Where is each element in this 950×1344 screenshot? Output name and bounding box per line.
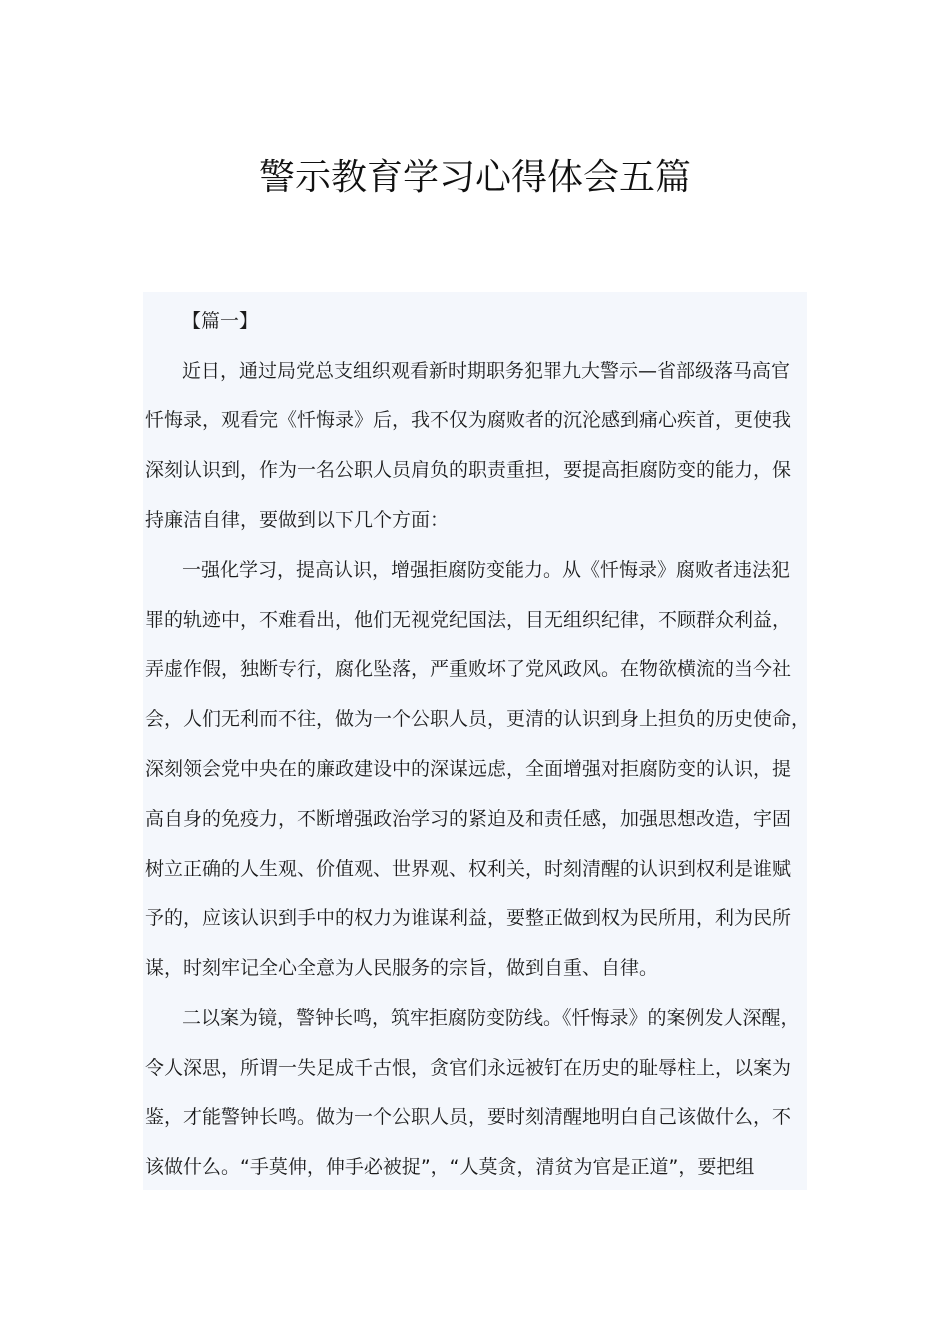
text-line: 予的，应该认识到手中的权力为谁谋利益，要整正做到权为民所用，利为民所 xyxy=(145,907,792,929)
text-line: 该做什么。“手莫伸，伸手必被捉”，“人莫贪，清贫为官是正道”，要把组 xyxy=(145,1156,755,1178)
text-line: 鉴，才能警钟长鸣。做为一个公职人员，要时刻清醒地明白自己该做什么，不 xyxy=(145,1106,792,1128)
section-heading: 【篇一】 xyxy=(182,310,259,332)
text-line: 令人深思，所谓一失足成千古恨，贪官们永远被钉在历史的耻辱柱上，以案为 xyxy=(145,1057,792,1079)
text-line: 近日，通过局党总支组织观看新时期职务犯罪九大警示—省部级落马高官 xyxy=(182,360,791,382)
text-line: 会，人们无利而不往，做为一个公职人员，更清的认识到身上担负的历史使命， xyxy=(145,708,811,730)
text-line: 深刻领会党中央在的廉政建设中的深谋远虑，全面增强对拒腐防变的认识，提 xyxy=(145,758,792,780)
text-line: 谋，时刻牢记全心全意为人民服务的宗旨，做到自重、自律。 xyxy=(145,957,659,979)
text-line: 深刻认识到，作为一名公职人员肩负的职责重担，要提高拒腐防变的能力，保 xyxy=(145,459,792,481)
text-line: 弄虚作假，独断专行，腐化坠落，严重败坏了党风政风。在物欲横流的当今社 xyxy=(145,658,792,680)
text-line: 忏悔录，观看完《忏悔录》后，我不仅为腐败者的沉沦感到痛心疾首，更使我 xyxy=(145,409,792,431)
content-area xyxy=(143,292,811,1190)
text-line: 一强化学习，提高认识，增强拒腐防变能力。从《忏悔录》腐败者违法犯 xyxy=(182,559,791,581)
document-title: 警示教育学习心得体会五篇 xyxy=(258,157,691,198)
text-line: 持廉洁自律，要做到以下几个方面： xyxy=(145,509,450,531)
text-line: 树立正确的人生观、价值观、世界观、权利关，时刻清醒的认识到权利是谁赋 xyxy=(145,858,792,880)
text-line: 罪的轨迹中，不难看出，他们无视党纪国法，目无组织纪律，不顾群众利益， xyxy=(145,609,792,631)
text-line: 二以案为镜，警钟长鸣，筑牢拒腐防变防线。《忏悔录》的案例发人深醒， xyxy=(182,1007,800,1029)
text-line: 高自身的免疫力，不断增强政治学习的紧迫及和责任感，加强思想改造，宇固 xyxy=(145,808,792,830)
